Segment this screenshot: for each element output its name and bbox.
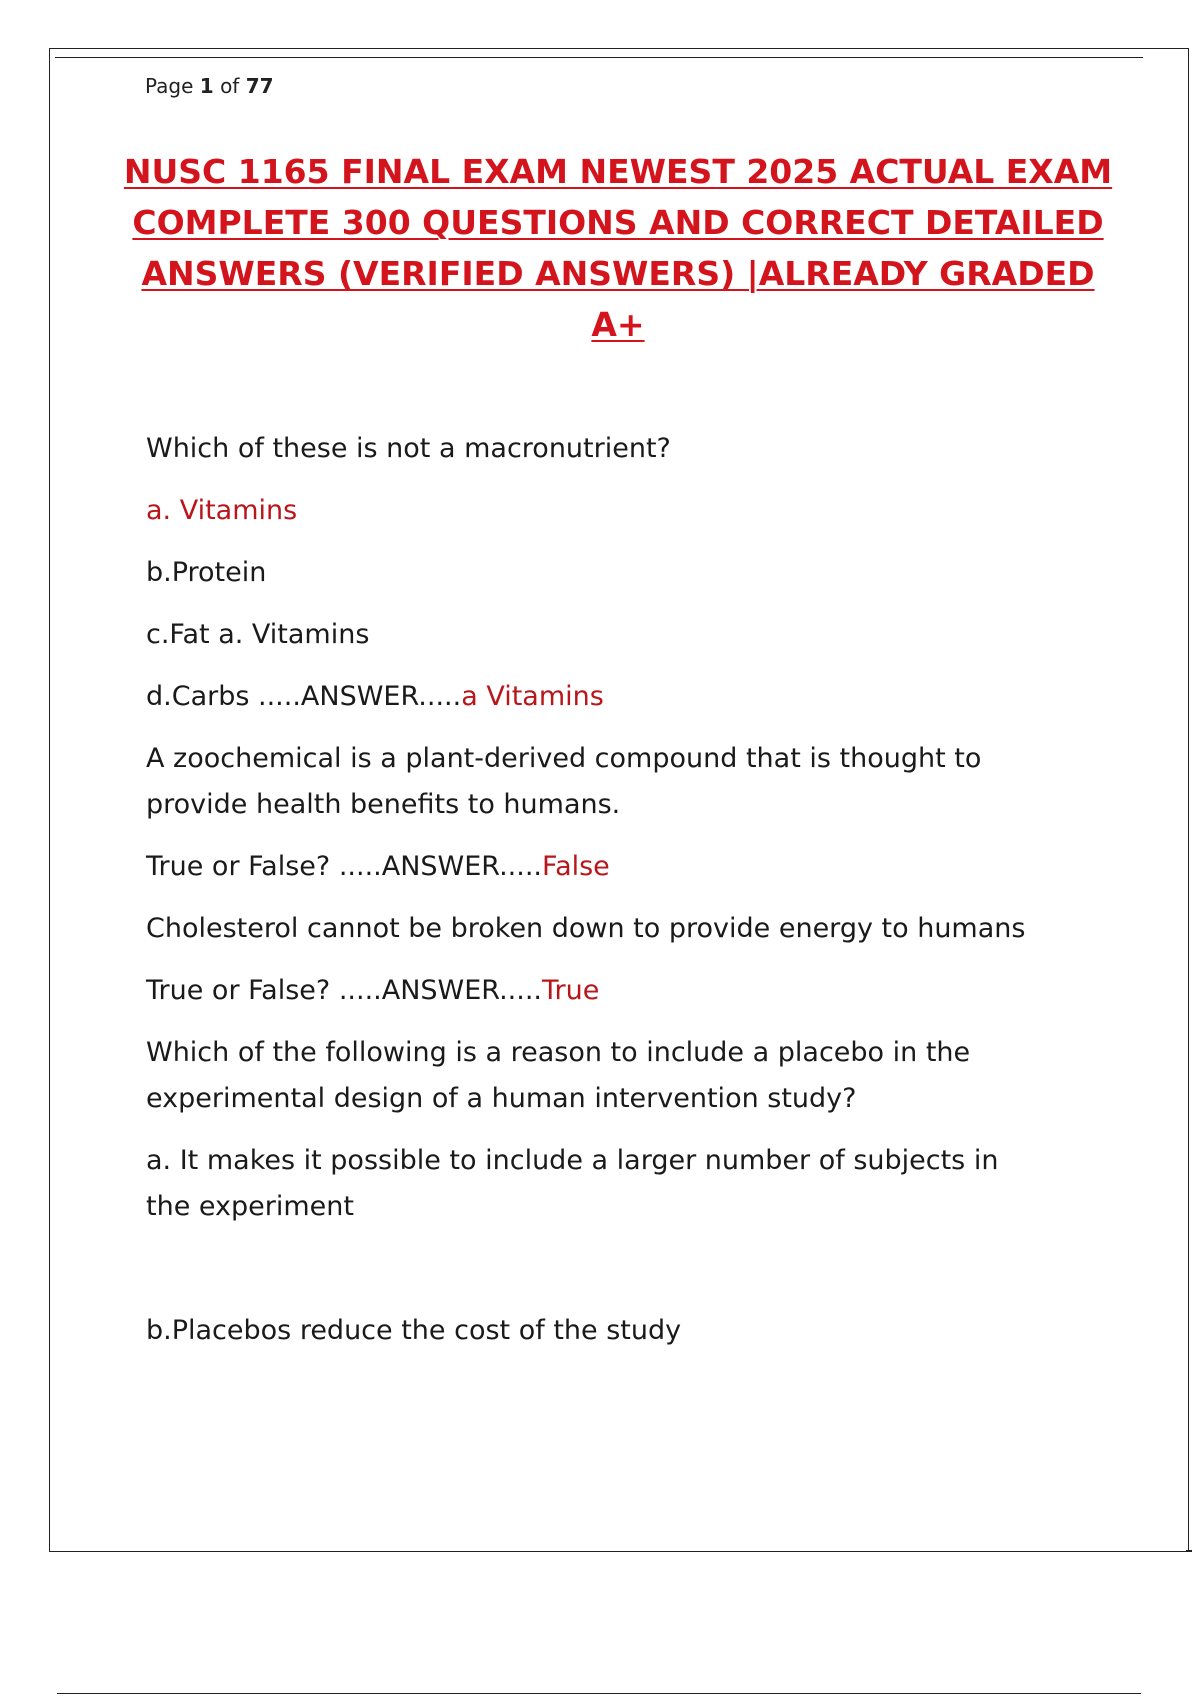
q3-answer: True	[542, 975, 600, 1006]
document-title	[100, 146, 1136, 350]
q2-prompt: True or False? .....ANSWER.....False	[146, 851, 610, 882]
title-line: NUSC 1165 FINAL EXAM NEWEST 2025 ACTUAL EXAM	[123, 152, 1113, 191]
page-current: 1	[199, 74, 214, 98]
title-line: COMPLETE 300 QUESTIONS AND CORRECT DETAILED	[132, 203, 1104, 242]
title-line: A+	[591, 305, 645, 344]
q4-option-b: b.Placebos reduce the cost of the study	[146, 1315, 682, 1346]
q3-prompt: True or False? .....ANSWER.....True	[146, 975, 600, 1006]
q4-question-line: experimental design of a human intervention study?	[146, 1083, 857, 1114]
q1-question: Which of these is not a macronutrient?	[146, 433, 671, 464]
page-total: 77	[245, 74, 274, 98]
title-line: ANSWERS (VERIFIED ANSWERS) |ALREADY GRADED	[141, 254, 1095, 293]
frame-corner-mark	[1186, 1550, 1192, 1552]
q2-question-line: A zoochemical is a plant-derived compound that is thought to	[146, 743, 982, 774]
q1-answer: a Vitamins	[461, 681, 604, 712]
q3-question: Cholesterol cannot be broken down to provide energy to humans	[146, 913, 1026, 944]
q1-option-b: b.Protein	[146, 557, 267, 588]
q4-question-line: Which of the following is a reason to include a placebo in the	[146, 1037, 971, 1068]
q4-option-a: a. It makes it possible to include a larger number of subjects in	[146, 1145, 999, 1176]
q4-option-a-cont: the experiment	[146, 1191, 354, 1222]
q1-option-c: c.Fat a. Vitamins	[146, 619, 370, 650]
bottom-rule	[57, 1693, 1141, 1694]
page-number: Page 1 of 77	[145, 74, 274, 98]
q1-option-a: a. Vitamins	[146, 495, 298, 526]
q2-question-line: provide health benefits to humans.	[146, 789, 621, 820]
q1-option-d: d.Carbs .....ANSWER.....a Vitamins	[146, 681, 604, 712]
q2-answer: False	[542, 851, 610, 882]
